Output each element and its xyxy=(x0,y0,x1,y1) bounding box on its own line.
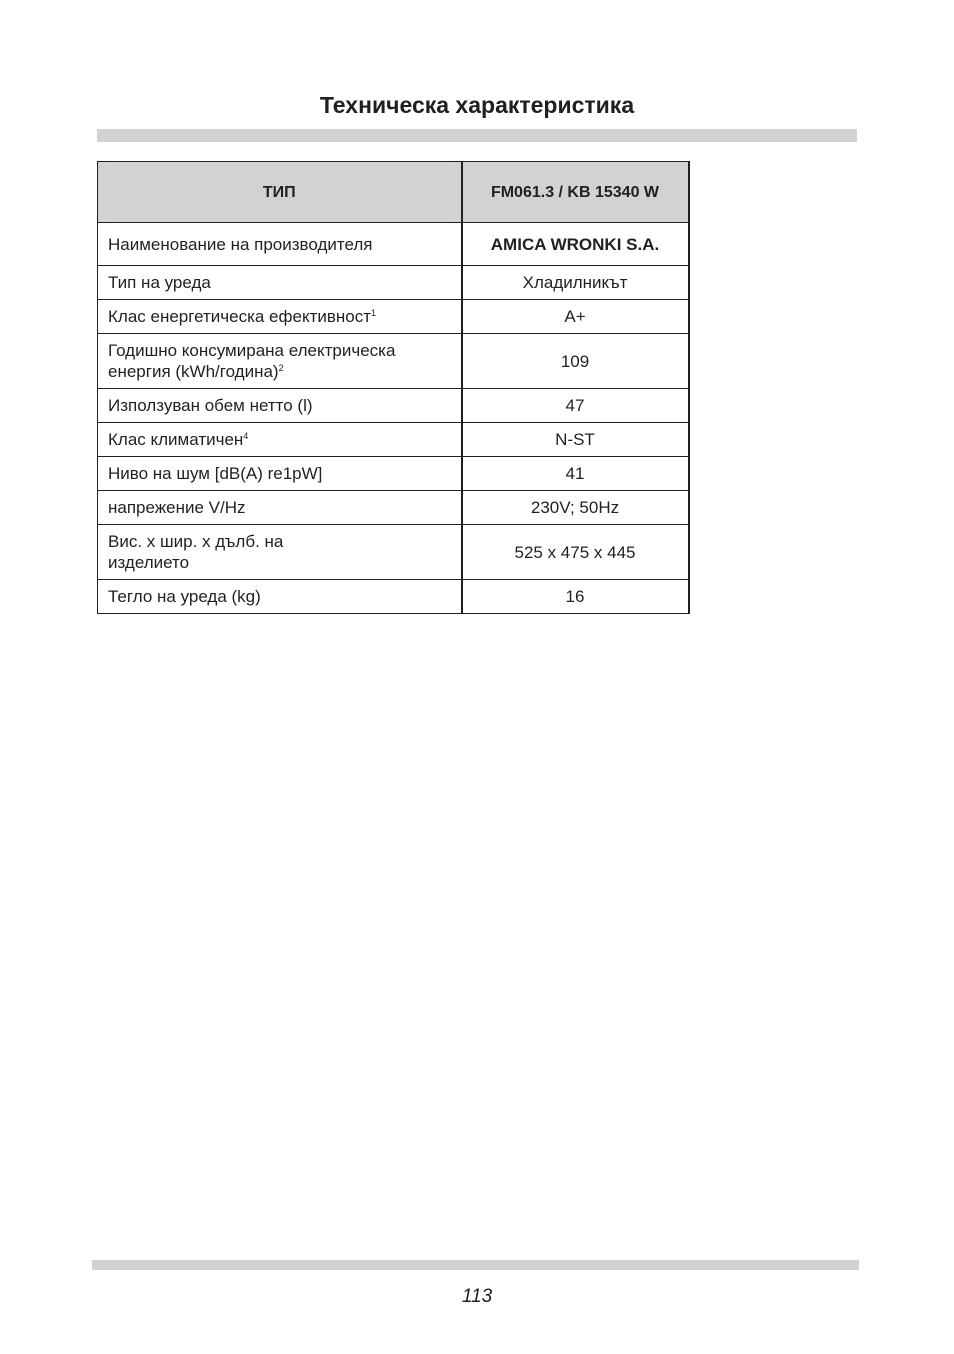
page-title: Техническа характеристика xyxy=(319,92,635,118)
row-label: напрежение V/Hz xyxy=(98,491,462,525)
row-value: 16 xyxy=(462,580,689,614)
table-row-voltage xyxy=(98,491,689,525)
footer-divider xyxy=(92,1260,859,1270)
table-row-dimensions xyxy=(98,525,689,580)
row-value: 109 xyxy=(462,334,689,389)
row-value: 47 xyxy=(462,389,689,423)
row-label: Тегло на уреда (kg) xyxy=(98,580,462,614)
row-label-line2: изделието xyxy=(108,553,190,572)
table-header-row xyxy=(98,162,689,223)
technical-specifications-table xyxy=(97,161,690,614)
row-value: 230V; 50Hz xyxy=(462,491,689,525)
row-label xyxy=(98,525,462,580)
row-label: Ниво на шум [dB(A) re1pW] xyxy=(98,457,462,491)
row-value: 41 xyxy=(462,457,689,491)
table-row-climate-class xyxy=(98,423,689,457)
row-label-line1: Вис. x шир. x дълб. на xyxy=(108,532,284,551)
header-divider xyxy=(97,129,857,142)
row-label: Използуван обем нетто (l) xyxy=(98,389,462,423)
table-row-annual-energy xyxy=(98,334,689,389)
table-row-energy-class xyxy=(98,300,689,334)
row-label-line2: енергия (kWh/година) xyxy=(108,362,279,381)
row-label xyxy=(98,334,462,389)
row-value: 525 x 475 x 445 xyxy=(462,525,689,580)
type-header-label: ТИП xyxy=(98,162,462,223)
row-label-line1: Годишно консумирана електрическа xyxy=(108,341,396,360)
page-number: 113 xyxy=(461,1286,493,1307)
row-label-text: Клас енергетическа ефективност xyxy=(108,307,372,326)
row-label xyxy=(98,300,462,334)
table-row-weight xyxy=(98,580,689,614)
row-value: Хладилникът xyxy=(462,266,689,300)
table-row-appliance-type xyxy=(98,266,689,300)
table-row-manufacturer xyxy=(98,223,689,266)
row-value: A+ xyxy=(462,300,689,334)
row-label: Наименование на производителя xyxy=(98,223,462,266)
row-label xyxy=(98,423,462,457)
footnote-marker: 1 xyxy=(371,308,377,318)
row-value: AMICA WRONKI S.A. xyxy=(462,223,689,266)
table-row-noise-level xyxy=(98,457,689,491)
row-label-text: Клас климатичен xyxy=(108,430,244,449)
row-value: N-ST xyxy=(462,423,689,457)
row-label: Тип на уреда xyxy=(98,266,462,300)
footnote-marker: 4 xyxy=(243,431,249,441)
model-header-value: FM061.3 / KB 15340 W xyxy=(462,162,689,223)
footnote-marker: 2 xyxy=(278,363,284,373)
table-row-net-volume xyxy=(98,389,689,423)
